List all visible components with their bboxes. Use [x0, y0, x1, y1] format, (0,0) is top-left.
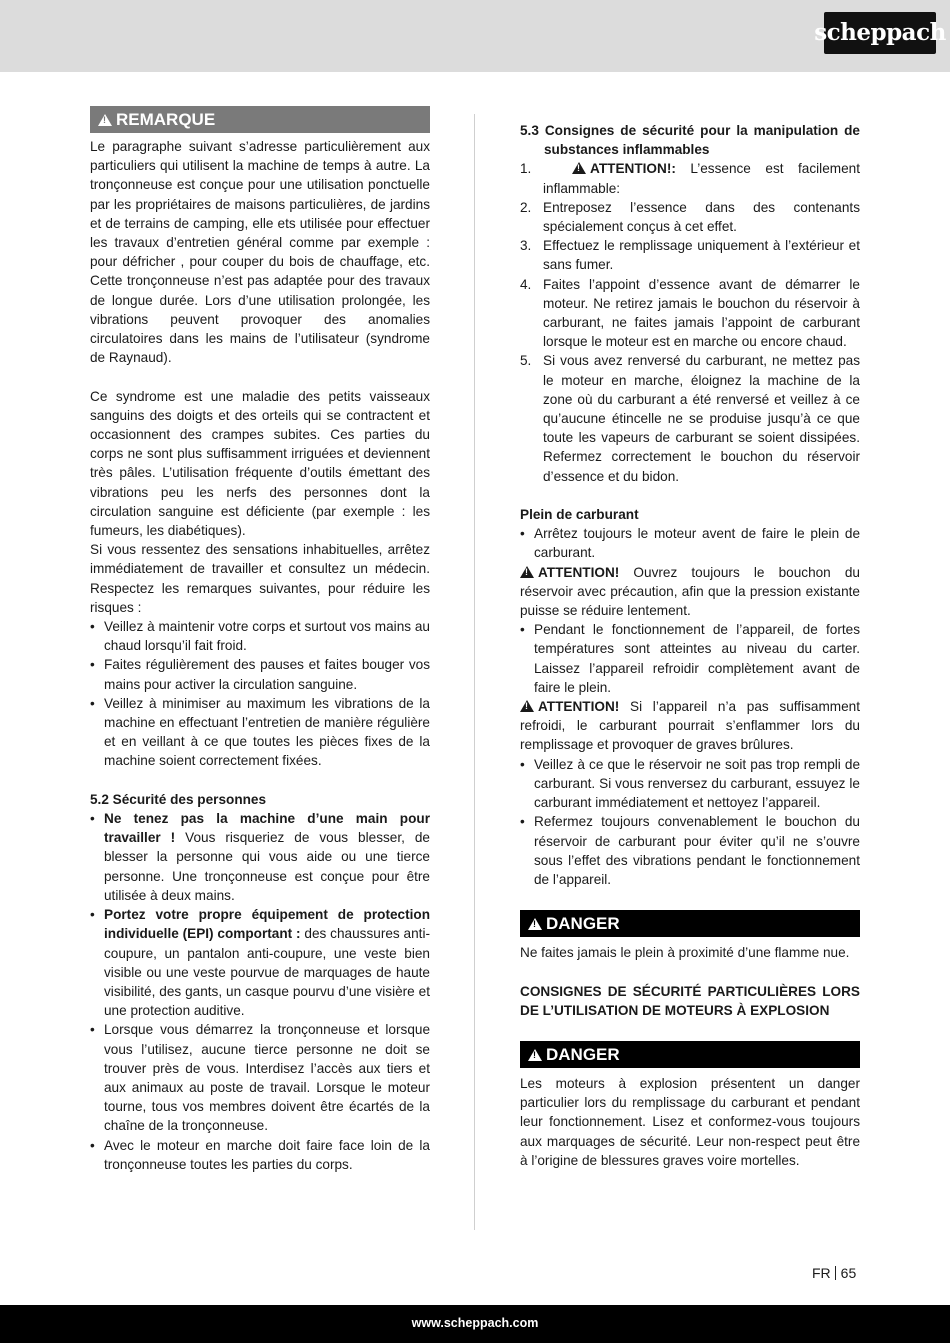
list-item: • Faites régulièrement des pauses et faites bouger vos mains pour activer la circulation sanguine. [90, 655, 430, 693]
intro-paragraph-1: Le paragraphe suivant s’adresse particulièrement aux particuliers qui utilisent la machine de temps à autre. La tronçonneuse est conçue pour une utilisation ponctuelle par les propriétaires de maisons particulières, de jardins et de terrains de camping, elle ets utilisée pour effectuer les travaux d’entretien général comme par exemple : pour défricher , pour couper du bois de chauffage, etc. Cette tronçonneuse n’est pas adaptée pour des travaux de longue durée. Lors d’une utilisation prolongée, les vibrations peuvent provoquer des anomalies circulatoires dans les mains de l’utilisateur (syndrome de Raynaud). [90, 139, 430, 366]
item-text: Faites l’appoint d’essence avant de démarrer le moteur. Ne retirez jamais le bouchon du réservoir à carburant, ne faites jamais l’appoint de carburant lorsque le moteur est en marche ou encore chaud. [543, 276, 860, 350]
danger-text-2: Les moteurs à explosion présentent un danger particulier lors du remplissage du carburant et pendant leur fonctionnement. Lisez et conformez-vous toujours aux marquages de sécurité. Leur non-respect peut être à l’origine de blessures graves voire mortelles. [520, 1075, 860, 1168]
plein-title: Plein de carburant [520, 507, 639, 523]
danger-header-2 [520, 1041, 860, 1068]
list-item: • Lorsque vous démarrez la tronçonneuse et lorsque vous l’utilisez, aucune tierce personne ne doit se trouver près de vous. Interdisez l’accès aux tiers et aux animaux au poste de travail. Lorsque le moteur tourne, tous vos membres doivent être écartés de la chaîne de la tronçonneuse. [90, 1020, 430, 1135]
scheppach-logo: scheppach [824, 12, 936, 54]
item-number: 3. [520, 238, 532, 254]
danger-title: DANGER [546, 1044, 620, 1064]
list-item: • Veillez à minimiser au maximum les vibrations de la machine en effectuant l’entretien de manière régulière et en veillant à ce que toutes les pièces fixes de la machine soient correctement fixées. [90, 694, 430, 771]
item-number: 5. [520, 353, 532, 369]
refuel-list-1 [520, 524, 860, 562]
page-number [812, 1264, 856, 1283]
column-divider [474, 114, 475, 1230]
item-text: Effectuez le remplissage uniquement à l’extérieur et sans fumer. [543, 238, 860, 273]
personal-safety-list [90, 809, 430, 1174]
remarque-header [90, 106, 430, 133]
left-column [90, 106, 430, 1174]
note-text: Si l’appareil n’a pas suffisamment refroidi, le carburant pourrait s’enflammer lors du remplissage et provoquer de graves brûlures. [520, 699, 860, 753]
list-item [520, 159, 860, 197]
bold-lead: ATTENTION!: [590, 161, 676, 177]
note-text: Ouvrez toujours le bouchon du réservoir avec précaution, afin que la pression existante puisse se réduire lentement. [520, 564, 860, 619]
section-5-2-title: 5.2 Sécurité des personnes [90, 791, 267, 807]
item-text: Si vous avez renversé du carburant, ne mettez pas le moteur en marche, éloignez la machine de la zone où du carburant a été renversé et veillez à ce qu’aucune étincelle ne se produise jusqu’à ce que toute les vapeurs de carburant se soient dissipées. Refermez correctement le bouchon du réservoir d’essence et du bidon. [543, 353, 860, 484]
item-text: Entreposez l’essence dans des contenants spécialement conçus à cet effet. [543, 199, 860, 235]
list-item: • Pendant le fonctionnement de l’appareil, de fortes températures sont atteintes au niveau du carter. Laissez l’appareil refroidir complètement avant de faire le plein. [520, 620, 860, 697]
list-item [520, 198, 860, 236]
warning-icon [520, 566, 534, 578]
list-item: • Avec le moteur en marche doit faire face loin de la tronçonneuse toutes les parties du corps. [90, 1136, 430, 1174]
risk-reduction-list [90, 617, 430, 771]
footer-band [0, 1305, 950, 1343]
list-item [520, 351, 860, 485]
bold-lead: Portez votre propre équipement de protection individuelle (EPI) comportant : [104, 907, 430, 942]
item-text: des chaussures anti-coupure, un pantalon anti-coupure, une veste bien visible ou une veste pourvue de marquages de haute visibilité, des gants, un casque pourvu d’une visière et une protection auditive. [104, 926, 430, 1019]
bold-lead: ATTENTION! [538, 564, 620, 580]
bold-lead: ATTENTION! [538, 699, 620, 715]
list-item: • Veillez à ce que le réservoir ne soit pas trop rempli de carburant. Si vous renversez du carburant, essuyez le carburant immédiatement et nettoyez l’appareil. [520, 755, 860, 813]
intro-paragraph-2: Ce syndrome est une maladie des petits vaisseaux sanguins des doigts et des orteils qui se contractent et occasionnent des crampes subites. Ces parties du corps ne sont plus suffisamment irriguées et deviennent très pâles. L’utilisation fréquente d’outils émettant des vibrations peu les nerfs des personnes dont la circulation sanguine est déficiente (par exemple : les fumeurs, les diabétiques). [90, 388, 430, 539]
consignes-title: CONSIGNES DE SÉCURITÉ PARTICULIÈRES LORS DE L’UTILISATION DE MOTEURS À EXPLOSION [520, 983, 860, 1018]
list-item: • Veillez à maintenir votre corps et surtout vos mains au chaud lorsqu’il fait froid. [90, 617, 430, 655]
item-number: 2. [520, 199, 532, 215]
right-column [520, 121, 860, 1170]
page-number-value: 65 [840, 1265, 857, 1281]
list-item [520, 275, 860, 352]
warning-icon [520, 700, 534, 712]
refuel-list-3 [520, 755, 860, 889]
list-item: • Refermez toujours convenablement le bouchon du réservoir de carburant pour éviter qu’il ne s’ouvre sous l’effet des vibrations pendant le fonctionnement de l’appareil. [520, 812, 860, 889]
section-5-3-title: 5.3 Consignes de sécurité pour la manipulation de substances inflammables [520, 123, 860, 158]
item-text: Vous risqueriez de vous blesser, de blesser la personne qui vous aide ou une tierce personne. Une tronçonneuse est conçue pour être utilisée à deux mains. [104, 830, 430, 903]
danger-text-1: Ne faites jamais le plein à proximité d’une flamme nue. [520, 945, 850, 961]
attention-note-2 [520, 697, 860, 755]
list-item [90, 905, 430, 1020]
item-number: 4. [520, 276, 532, 292]
page-lang: FR [812, 1265, 831, 1281]
item-text: L’essence est facilement inflammable: [543, 161, 860, 196]
list-item [90, 809, 430, 905]
attention-note-1 [520, 563, 860, 621]
warning-icon [572, 162, 586, 174]
warning-icon [98, 114, 112, 126]
remarque-title: REMARQUE [116, 110, 216, 129]
list-item [520, 236, 860, 274]
item-number: 1. [520, 161, 532, 177]
flammable-list [520, 159, 860, 485]
bold-lead: Ne tenez pas la machine d’une main pour travailler ! [104, 811, 430, 846]
danger-header-1 [520, 910, 860, 937]
header-band [0, 0, 950, 72]
footer-url[interactable]: www.scheppach.com [411, 1316, 539, 1330]
warning-icon [528, 1049, 542, 1061]
intro-paragraph-3: Si vous ressentez des sensations inhabituelles, arrêtez immédiatement de travailler et consultez un médecin. Respectez les remarques suivantes, pour réduire les risques : [90, 542, 430, 615]
warning-icon [528, 918, 542, 930]
refuel-list-2 [520, 620, 860, 697]
list-item: • Arrêtez toujours le moteur avent de faire le plein de carburant. [520, 524, 860, 562]
danger-title: DANGER [546, 914, 620, 934]
